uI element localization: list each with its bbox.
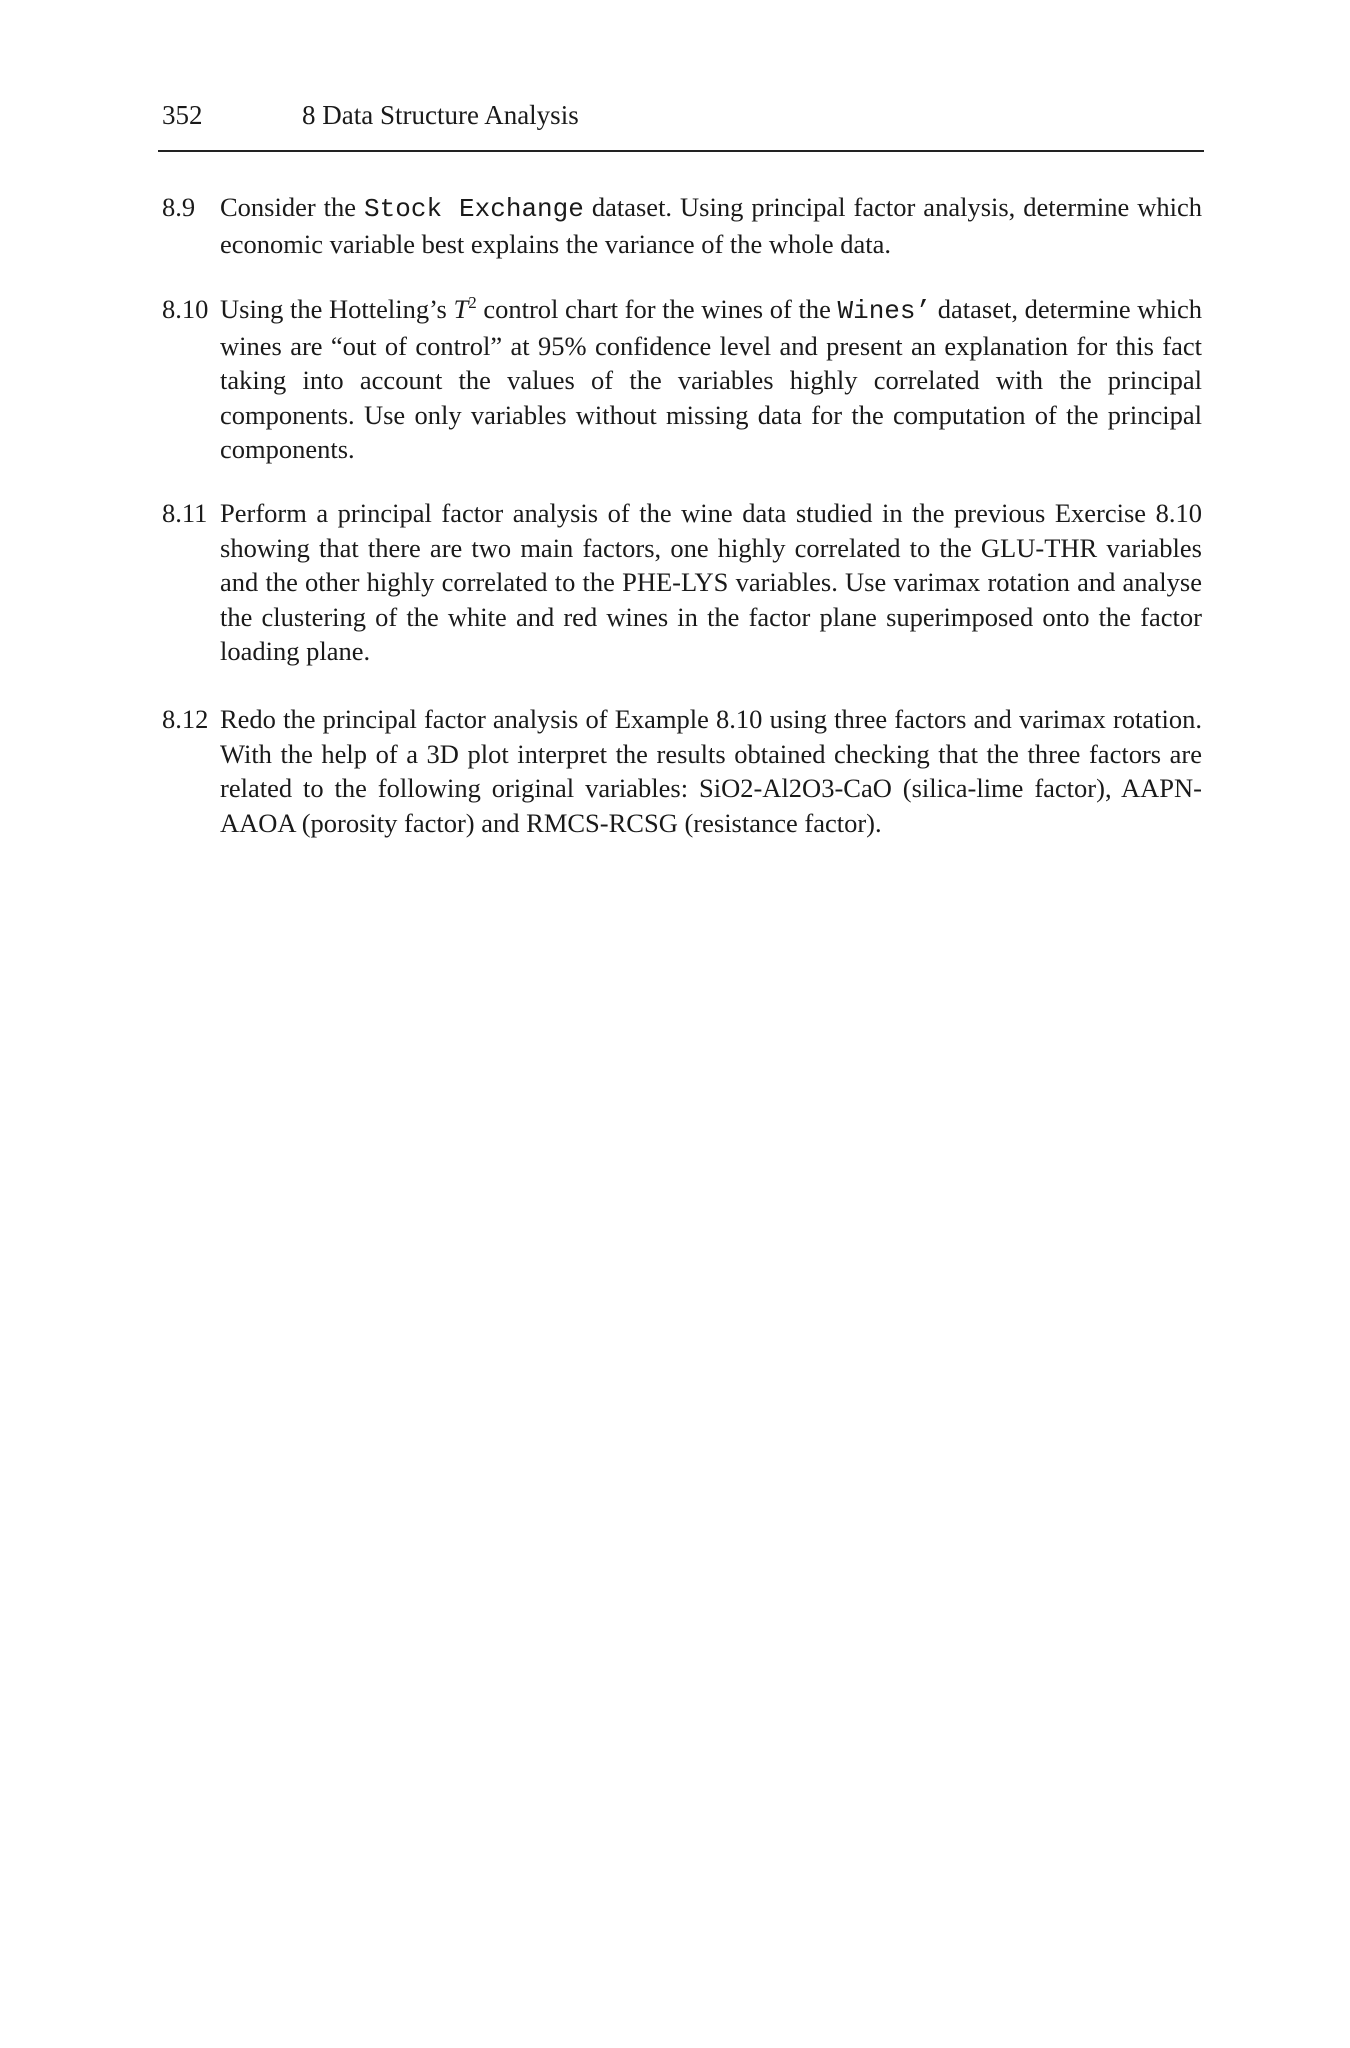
exercise-8-9 xyxy=(160,190,1202,261)
exercise-number: 8.12 xyxy=(162,704,209,734)
math-superscript: 2 xyxy=(468,293,477,312)
exercise-text: Redo the principal factor analysis of Example 8.10 using three factors and varimax rotation. With the help of a 3D plot interpret the results obtained checking that the three factors are related to the following original variables: SiO2-Al2O3-CaO (silica-lime factor), AAPN-AAOA (porosity factor) and RMCS-RCSG (resistance factor). xyxy=(220,704,1202,838)
exercise-text: Perform a principal factor analysis of the wine data studied in the previous Exercise 8.10 showing that there are two main factors, one highly correlated to the GLU-THR variables and the other highly correlated to the PHE-LYS variables. Use varimax rotation and analyse the clustering of the white and red wines in the factor plane superimposed onto the factor loading plane. xyxy=(220,498,1202,666)
dataset-name: Stock Exchange xyxy=(364,194,584,224)
exercise-8-11 xyxy=(160,496,1202,669)
chapter-title: 8 Data Structure Analysis xyxy=(302,100,579,130)
exercise-text: Using the Hotteling’s $T^2$ control chart for the wines of the Wines’ dataset, determine which wines are “out of control” at 95% confidence level and present an explanation for this fact taking into account the values of the variables highly correlated with the principal components. Use only variables without missing data for the computation of the principal components. xyxy=(220,293,1202,464)
dataset-name: Wines’ xyxy=(837,296,932,326)
math-symbol: T xyxy=(453,294,469,324)
exercise-number: 8.11 xyxy=(162,498,208,528)
exercise-8-10 xyxy=(160,292,1202,467)
exercise-number: 8.10 xyxy=(162,294,209,324)
page-number: 352 xyxy=(162,100,203,130)
exercise-number: 8.9 xyxy=(162,192,196,222)
exercise-text: Consider the Stock Exchange dataset. Using principal factor analysis, determine which economic variable best explains the variance of the whole data. xyxy=(220,192,1202,259)
running-header xyxy=(158,98,1204,152)
exercise-8-12 xyxy=(160,702,1202,840)
